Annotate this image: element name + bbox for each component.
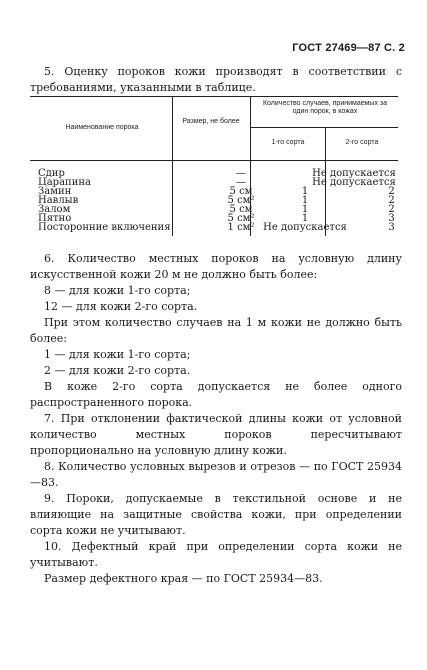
table-row [30, 223, 398, 233]
cell-grade1: 1 [301, 195, 309, 206]
paragraph-6-item-3: 1 — для кожи 1-го сорта; [44, 348, 191, 361]
paragraph-10: 10. Дефектный край при определении сорта кожи не учитывают. [30, 540, 402, 569]
cell-grade2: 3 [388, 213, 395, 224]
cell-grade1: Не допускается [263, 222, 347, 233]
page-header: ГОСТ 27469—87 С. 2 [292, 42, 405, 54]
cell-size: 5 см² [227, 213, 255, 224]
header-grade2: 2-го сорта [345, 139, 379, 146]
cell-defect-name: Залом [38, 204, 71, 215]
cell-defect-name: Замин [38, 186, 72, 197]
cell-not-allowed: Не допускается [312, 177, 396, 188]
paragraph-10-extra: Размер дефектного края — по ГОСТ 25934—83. [44, 572, 323, 585]
paragraph-9: 9. Пороки, допускаемые в текстильной основе и не влияющие на защитные свойства кожи, при определении сорта кожи не учитывают. [30, 492, 402, 537]
cell-defect-name: Посторонние включения [38, 222, 171, 233]
cell-defect-name: Навлыв [38, 195, 79, 206]
cell-grade2: 2 [388, 186, 395, 197]
cell-size: 5 см [229, 204, 253, 215]
header-size: Размер, не более [182, 118, 240, 125]
cell-grade1: 1 [301, 204, 309, 215]
cell-size: 1 см² [227, 222, 255, 233]
paragraph-6-note: При этом количество случаев на 1 м кожи не должно быть более: [30, 316, 402, 345]
cell-size: — [236, 177, 246, 188]
cell-defect-name: Царапина [38, 177, 92, 188]
cell-defect-name: Сдир [38, 168, 65, 179]
paragraph-6-extra: В коже 2-го сорта допускается не более одного распространенного порока. [30, 380, 402, 409]
cell-size: — [236, 168, 246, 179]
table-subheader-border [250, 127, 398, 128]
paragraph-6-item-4: 2 — для кожи 2-го сорта. [44, 364, 191, 377]
paragraph-6-item-2: 12 — для кожи 2-го сорта. [44, 300, 198, 313]
paragraph-7: 7. При отклонении фактической длины кожи от условной количество местных пороков пересчитывают пропорционально на условную длину кожи. [30, 412, 402, 457]
table-header-bottom-border [30, 160, 398, 161]
cell-not-allowed: Не допускается [312, 168, 396, 179]
paragraph-5: 5. Оценку пороков кожи производят в соответствии с требованиями, указанными в таблице. [30, 65, 402, 94]
cell-grade2: 2 [388, 204, 395, 215]
cell-defect-name: Пятно [38, 213, 72, 224]
paragraph-8: 8. Количество условных вырезов и отрезов — по ГОСТ 25934—83. [30, 460, 402, 489]
cell-grade1: 1 [301, 186, 309, 197]
cell-grade2: 2 [388, 195, 395, 206]
table-top-border [30, 96, 398, 97]
header-defect-name: Наименование порока [65, 124, 139, 131]
paragraph-6: 6. Количество местных пороков на условную длину искусственной кожи 20 м не должно быть более: [30, 252, 402, 281]
cell-size: 5 см² [227, 195, 255, 206]
cell-size: 5 см [229, 186, 253, 197]
header-count: Количество случаев, принимаемых за один порок, в кожах [262, 100, 388, 115]
cell-grade2: 3 [388, 222, 395, 233]
header-grade1: 1-го сорта [271, 139, 305, 146]
cell-grade1: 1 [301, 213, 309, 224]
paragraph-6-item-1: 8 — для кожи 1-го сорта; [44, 284, 191, 297]
